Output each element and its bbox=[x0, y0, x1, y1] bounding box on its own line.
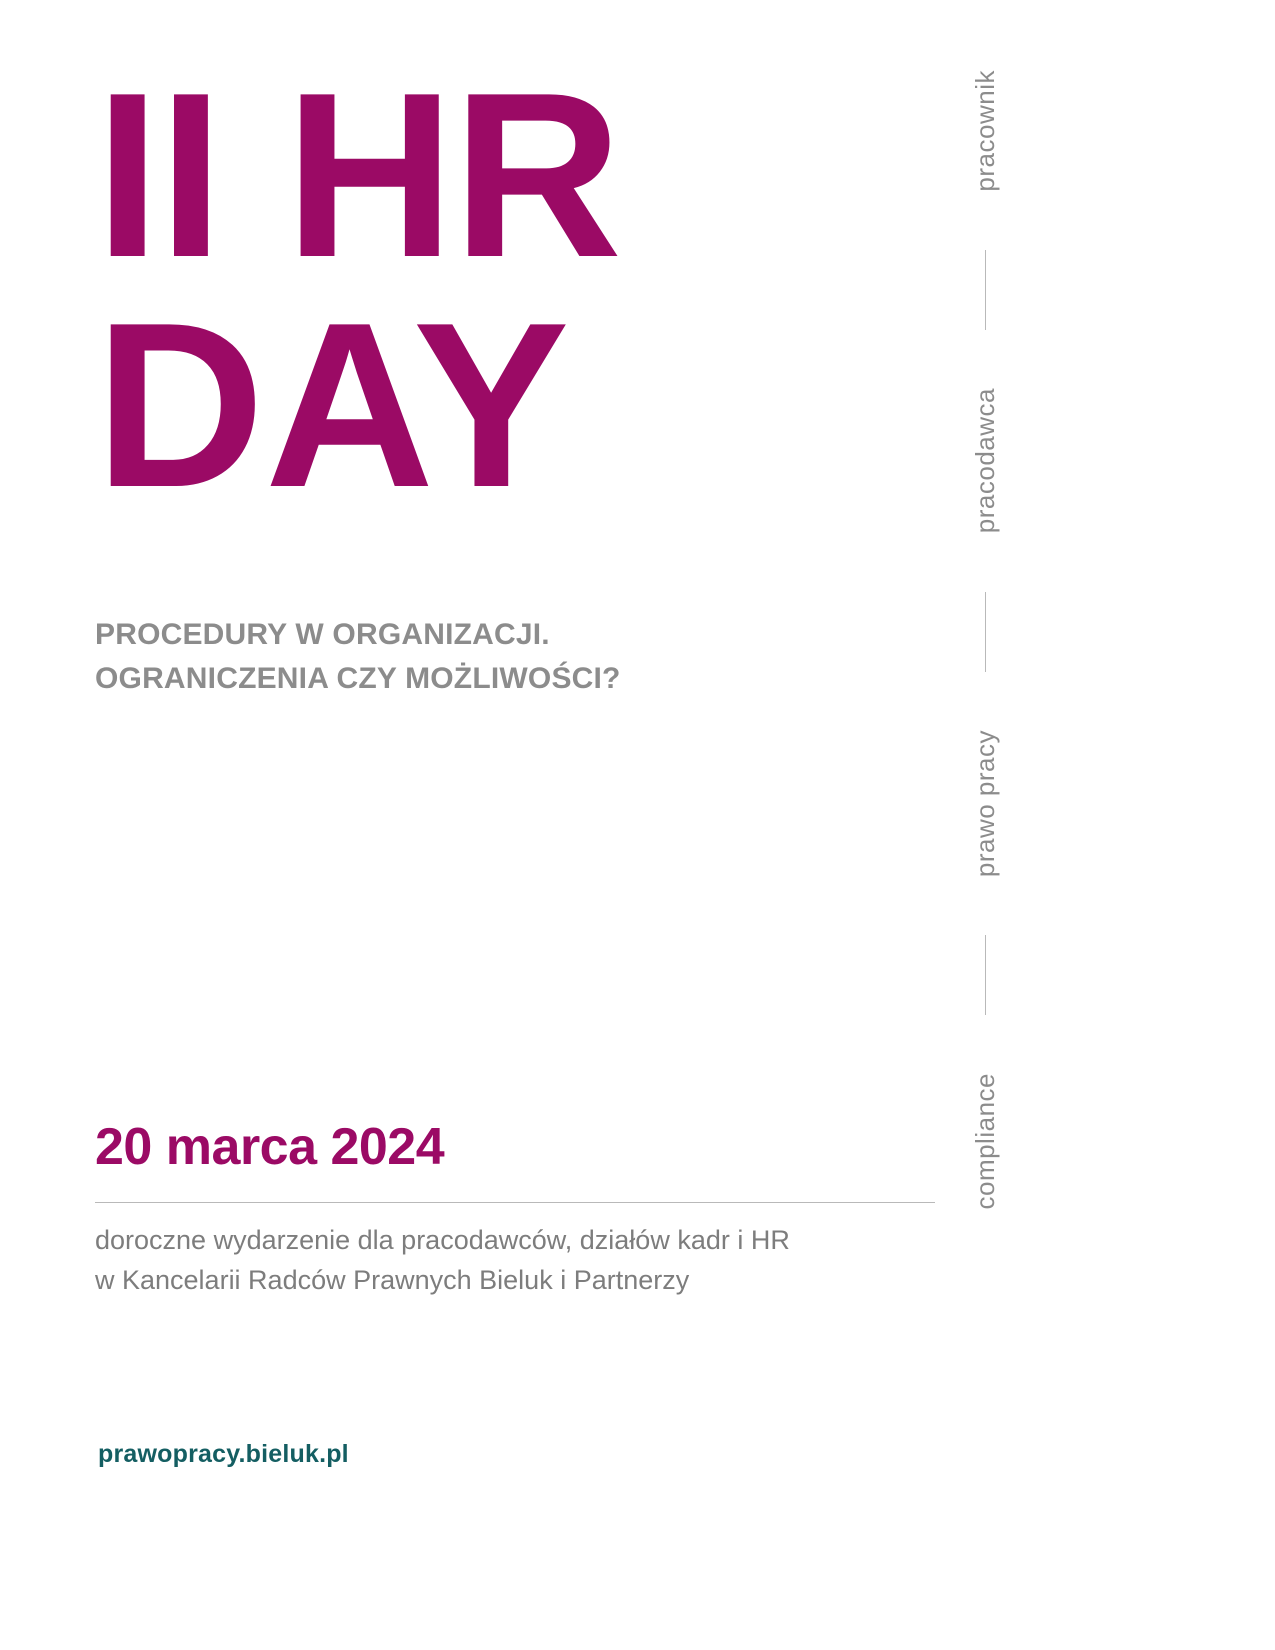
keyword-rail bbox=[955, 70, 1015, 1210]
event-title-line-2: DAY bbox=[95, 273, 570, 537]
rail-rule-2 bbox=[985, 592, 986, 672]
event-subtitle-line-2: OGRANICZENIA CZY MOŻLIWOŚCI? bbox=[95, 661, 621, 695]
horizontal-divider bbox=[95, 1202, 935, 1203]
event-date: 20 marca 2024 bbox=[95, 1118, 445, 1176]
event-description-line-2: w Kancelarii Radców Prawnych Bieluk i Partnerzy bbox=[95, 1264, 690, 1295]
keyword-prawo-pracy: prawo pracy bbox=[969, 729, 1000, 877]
keyword-pracodawca: pracodawca bbox=[969, 388, 1000, 534]
event-subtitle bbox=[95, 613, 875, 700]
event-subtitle-line-1: PROCEDURY W ORGANIZACJI. bbox=[95, 618, 550, 651]
event-title bbox=[95, 43, 855, 537]
keyword-pracownik: pracownik bbox=[969, 70, 1000, 192]
rail-rule-1 bbox=[985, 250, 986, 330]
rail-rule-3 bbox=[985, 935, 986, 1015]
event-description bbox=[95, 1221, 975, 1301]
event-title-line-1: II HR bbox=[95, 43, 621, 306]
event-description-line-1: doroczne wydarzenie dla pracodawców, działów kadr i HR bbox=[95, 1225, 790, 1255]
keyword-compliance: compliance bbox=[969, 1073, 1000, 1210]
website-link[interactable]: prawopracy.bieluk.pl bbox=[98, 1440, 349, 1468]
